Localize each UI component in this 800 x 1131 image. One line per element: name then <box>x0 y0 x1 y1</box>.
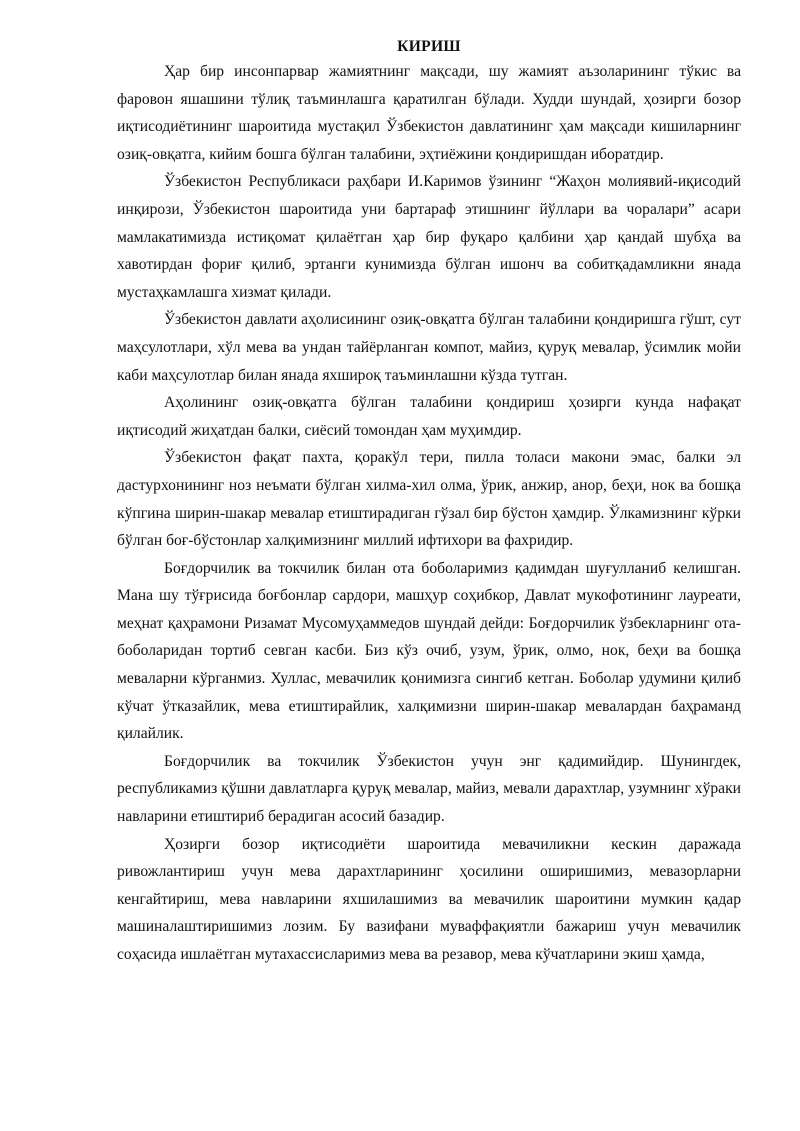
paragraph-7: Боғдорчилик ва токчилик Ўзбекистон учун энг қадимийдир. Шунингдек, республикамиз қўшни давлатларга қуруқ мевалар, майиз, мевали дарахтлар, узумнинг хўраки навларини етиштириб берадиган асосий базадир. <box>117 752 741 826</box>
paragraph-3: Ўзбекистон давлати аҳолисининг озиқ-овқатга бўлган талабини қондиришга гўшт, сут маҳсулотлари, хўл мева ва ундан тайёрланган компот, майиз, қуруқ мевалар, ўсимлик мойи каби маҳсулотлар билан янада яхшироқ таъминлашни кўзда тутган. <box>117 311 741 384</box>
paragraph-1: Ҳар бир инсонпарвар жамиятнинг мақсади, шу жамият аъзоларининг тўкис ва фаровон яшашини тўлиқ таъминлашга қаратилган бўлади. Худди шундай, ҳозирги бозор иқтисодиётининг шароитида мустақил Ўзбекистон давлатининг ҳам мақсади кишиларнинг озиқ-овқатга, кийим бошга бўлган талабини, эҳтиёжини қондиришдан иборатдир. <box>117 63 741 163</box>
paragraph-4: Аҳолининг озиқ-овқатга бўлган талабини қондириш ҳозирги кунда нафақат иқтисодий жиҳатдан балки, сиёсий томондан ҳам муҳимдир. <box>117 394 741 439</box>
document-title: КИРИШ <box>397 38 461 55</box>
paragraph-8: Ҳозирги бозор иқтисодиёти шароитида мевачиликни кескин даражада ривожлантириш учун мева дарахтларининг ҳосилини оширишимиз, мевазорларни кенгайтириш, мева навларини яхшилашимиз ва мевачилик шароитини мумкин қадар машиналаштиришимиз лозим. Бу вазифани муваффақиятли бажариш учун мевачилик соҳасида ишлаётган мутахассисларимиз мева ва резавор, мева кўчатларини экиш ҳамда, <box>117 835 741 963</box>
paragraph-2: Ўзбекистон Республикаси раҳбари И.Каримов ўзининг “Жаҳон молиявий-иқисодий инқирози, Ўзбекистон шароитида уни бартараф этишнинг йўллари ва чоралари” асари мамлакатимизда истиқомат қилаётган ҳар бир фуқаро қалбини ҳар қандай шубҳа ва хавотирдан фориғ қилиб, эртанги кунимизда бўлган ишонч ва собитқадамликни янада мустаҳкамлашга хизмат қилади. <box>117 173 741 301</box>
paragraph-5: Ўзбекистон фақат пахта, қоракўл тери, пилла толаси макони эмас, балки эл дастурхонининг ноз неъмати бўлган хилма-хил олма, ўрик, анжир, анор, беҳи, нок ва бошқа кўпгина ширин-шакар мевалар етиштирадиган гўзал бир бўстон ҳамдир. Ўлкамизнинг кўрки бўлган боғ-бўстонлар халқимизнинг миллий ифтихори ва фахридир. <box>117 449 741 550</box>
document-page <box>117 36 741 969</box>
paragraph-6: Боғдорчилик ва токчилик билан ота боболаримиз қадимдан шуғулланиб келишган. Мана шу тўғрисида боғбонлар сардори, машҳур соҳибкор, Давлат мукофотининг лауреати, меҳнат қаҳрамони Ризамат Мусомуҳаммедов шундай дейди: Боғдорчилик ўзбекларнинг ота-боболаридан тортиб севган касби. Биз кўз очиб, узум, ўрик, олмо, нок, беҳи ва бошқа меваларни кўрганмиз. Хуллас, мевачилик қонимизга сингиб кетган. Боболар удумини қилиб кўчат ўтказайлик, мева етиштирайлик, халқимизни ширин-шакар мевалардан баҳраманд қилайлик. <box>117 559 741 743</box>
